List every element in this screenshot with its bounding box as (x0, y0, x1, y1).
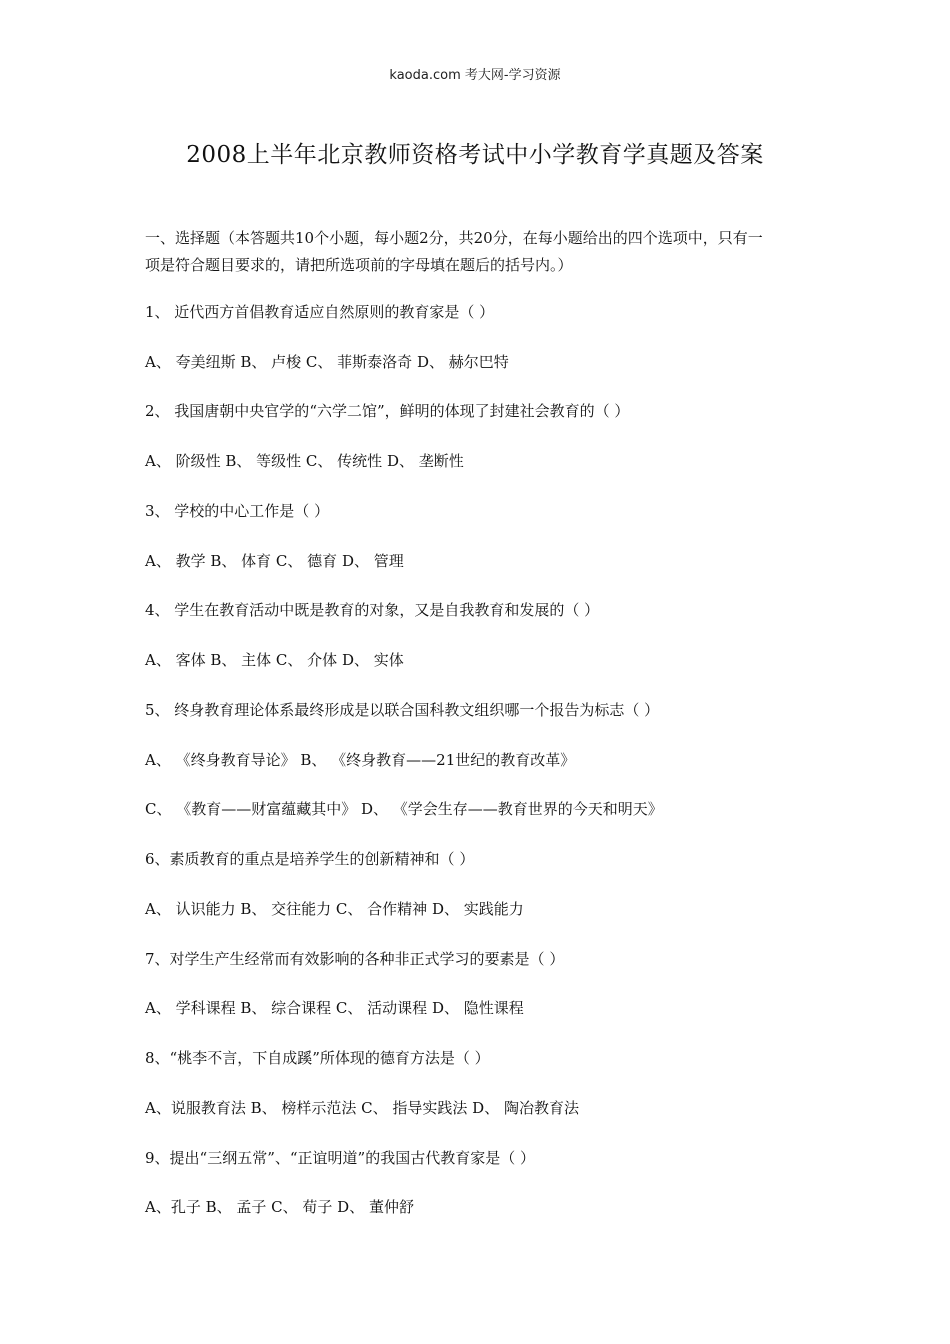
question-8: 8、“桃李不言，下自成蹊”所体现的德育方法是（ ） (145, 1049, 490, 1067)
question-4: 4、 学生在教育活动中既是教育的对象，又是自我教育和发展的（ ） (145, 601, 600, 619)
options-3: A、 教学 B、 体育 C、 德育 D、 管理 (145, 552, 404, 570)
question-2: 2、 我国唐朝中央官学的“六学二馆”，鲜明的体现了封建社会教育的（ ） (145, 402, 630, 420)
options-9: A、孔子 B、 孟子 C、 荀子 D、 董仲舒 (145, 1198, 414, 1216)
page-title: 2008上半年北京教师资格考试中小学教育学真题及答案 (186, 142, 764, 168)
intro-line-1: 一、选择题（本答题共10个小题，每小题2分，共20分，在每小题给出的四个选项中，只有一 (145, 229, 763, 247)
options-6: A、 认识能力 B、 交往能力 C、 合作精神 D、 实践能力 (145, 900, 524, 918)
question-7: 7、对学生产生经常而有效影响的各种非正式学习的要素是（ ） (145, 950, 565, 968)
question-3: 3、 学校的中心工作是（ ） (145, 502, 330, 520)
options-2: A、 阶级性 B、 等级性 C、 传统性 D、 垄断性 (145, 452, 464, 470)
section-intro (145, 225, 820, 279)
site-header: kaoda.com 考大网-学习资源 (389, 68, 561, 83)
options-8: A、说服教育法 B、 榜样示范法 C、 指导实践法 D、 陶冶教育法 (145, 1099, 579, 1117)
intro-line-2: 项是符合题目要求的，请把所选项前的字母填在题后的括号内。） (145, 256, 573, 274)
options-4: A、 客体 B、 主体 C、 介体 D、 实体 (145, 651, 404, 669)
question-9: 9、提出“三纲五常”、“正谊明道”的我国古代教育家是（ ） (145, 1149, 535, 1167)
options-5-ab: A、 《终身教育导论》 B、 《终身教育——21世纪的教育改革》 (145, 751, 576, 769)
options-1: A、 夸美纽斯 B、 卢梭 C、 菲斯泰洛奇 D、 赫尔巴特 (145, 353, 509, 371)
options-5-cd: C、 《教育——财富蕴藏其中》 D、 《学会生存——教育世界的今天和明天》 (145, 800, 663, 818)
question-5: 5、 终身教育理论体系最终形成是以联合国科教文组织哪一个报告为标志（ ） (145, 701, 660, 719)
options-7: A、 学科课程 B、 综合课程 C、 活动课程 D、 隐性课程 (145, 999, 524, 1017)
question-6: 6、素质教育的重点是培养学生的创新精神和（ ） (145, 850, 475, 868)
question-1: 1、 近代西方首倡教育适应自然原则的教育家是（ ） (145, 303, 495, 321)
